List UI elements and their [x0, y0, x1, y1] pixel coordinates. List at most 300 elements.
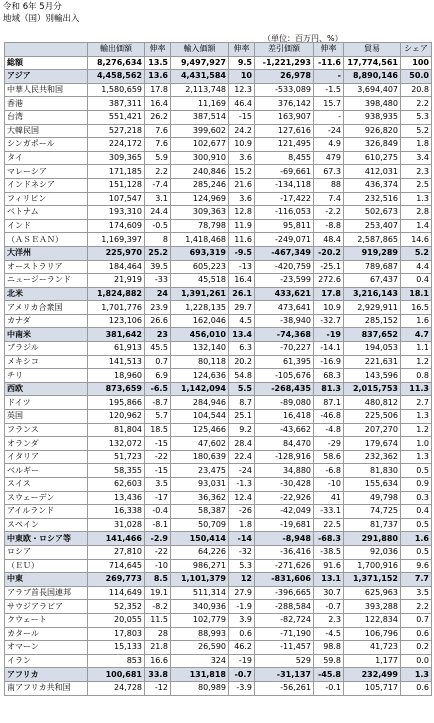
header-import-value[interactable]: 輸入価額: [171, 43, 229, 57]
export-value-cell[interactable]: 527,218: [88, 124, 145, 138]
balance-growth-cell[interactable]: -1.5: [314, 83, 344, 97]
export-growth-cell[interactable]: 0.7: [145, 355, 171, 369]
row-name-cell[interactable]: ベルギー: [5, 464, 88, 478]
balance-growth-cell[interactable]: 10.9: [314, 301, 344, 315]
import-growth-cell[interactable]: -1.9: [229, 600, 255, 614]
export-value-cell[interactable]: 31,028: [88, 518, 145, 532]
import-value-cell[interactable]: 150,414: [171, 532, 229, 546]
trade-cell[interactable]: 81,830: [344, 464, 401, 478]
trade-cell[interactable]: 480,812: [344, 396, 401, 410]
export-value-cell[interactable]: 174,609: [88, 219, 145, 233]
balance-growth-cell[interactable]: -8.8: [314, 219, 344, 233]
share-cell[interactable]: 1.3: [401, 192, 432, 206]
export-growth-cell[interactable]: 16.6: [145, 654, 171, 668]
import-value-cell[interactable]: 26,590: [171, 641, 229, 655]
export-value-cell[interactable]: 16,338: [88, 505, 145, 519]
balance-growth-cell[interactable]: 59.8: [314, 654, 344, 668]
row-name-cell[interactable]: カタール: [5, 627, 88, 641]
import-value-cell[interactable]: 124,636: [171, 369, 229, 383]
row-name-cell[interactable]: アフリカ: [5, 668, 88, 682]
import-value-cell[interactable]: 1,101,379: [171, 573, 229, 587]
balance-growth-cell[interactable]: 98.8: [314, 641, 344, 655]
trade-cell[interactable]: 8,890,146: [344, 70, 401, 84]
row-name-cell[interactable]: 北米: [5, 287, 88, 301]
balance-growth-cell[interactable]: 4.9: [314, 138, 344, 152]
export-value-cell[interactable]: 21,919: [88, 274, 145, 288]
row-name-cell[interactable]: （ＡＳＥＡＮ）: [5, 233, 88, 247]
balance-cell[interactable]: -11,457: [255, 641, 314, 655]
balance-growth-cell[interactable]: -6.8: [314, 464, 344, 478]
import-value-cell[interactable]: 162,046: [171, 314, 229, 328]
row-name-cell[interactable]: マレーシア: [5, 165, 88, 179]
trade-cell[interactable]: 412,031: [344, 165, 401, 179]
balance-cell[interactable]: 433,621: [255, 287, 314, 301]
share-cell[interactable]: 0.0: [401, 654, 432, 668]
trade-cell[interactable]: 1,371,152: [344, 573, 401, 587]
export-value-cell[interactable]: 13,436: [88, 491, 145, 505]
import-value-cell[interactable]: 284,946: [171, 396, 229, 410]
import-growth-cell[interactable]: 13.4: [229, 328, 255, 342]
share-cell[interactable]: 2.2: [401, 97, 432, 111]
share-cell[interactable]: 5.2: [401, 246, 432, 260]
share-cell[interactable]: 1.0: [401, 437, 432, 451]
share-cell[interactable]: 0.3: [401, 491, 432, 505]
share-cell[interactable]: 0.6: [401, 627, 432, 641]
import-value-cell[interactable]: 399,602: [171, 124, 229, 138]
trade-cell[interactable]: 106,796: [344, 627, 401, 641]
balance-cell[interactable]: -82,724: [255, 613, 314, 627]
import-growth-cell[interactable]: 20.2: [229, 355, 255, 369]
export-growth-cell[interactable]: 8.5: [145, 573, 171, 587]
import-value-cell[interactable]: 180,639: [171, 450, 229, 464]
balance-cell[interactable]: 34,880: [255, 464, 314, 478]
row-name-cell[interactable]: スウェーデン: [5, 491, 88, 505]
balance-cell[interactable]: 16,418: [255, 410, 314, 424]
trade-cell[interactable]: 291,880: [344, 532, 401, 546]
import-growth-cell[interactable]: -13: [229, 260, 255, 274]
balance-growth-cell[interactable]: 479: [314, 151, 344, 165]
balance-growth-cell[interactable]: 15.7: [314, 97, 344, 111]
trade-cell[interactable]: 41,723: [344, 641, 401, 655]
row-name-cell[interactable]: 総額: [5, 56, 88, 70]
trade-cell[interactable]: 938,935: [344, 110, 401, 124]
export-value-cell[interactable]: 381,642: [88, 328, 145, 342]
export-growth-cell[interactable]: 39.5: [145, 260, 171, 274]
import-growth-cell[interactable]: 46.4: [229, 97, 255, 111]
row-name-cell[interactable]: 中東欧・ロシア等: [5, 532, 88, 546]
balance-cell[interactable]: -268,435: [255, 382, 314, 396]
balance-growth-cell[interactable]: -0.7: [314, 600, 344, 614]
balance-cell[interactable]: -71,190: [255, 627, 314, 641]
import-value-cell[interactable]: 1,142,094: [171, 382, 229, 396]
export-growth-cell[interactable]: -6.5: [145, 382, 171, 396]
trade-cell[interactable]: 625,963: [344, 586, 401, 600]
export-value-cell[interactable]: 1,169,397: [88, 233, 145, 247]
import-growth-cell[interactable]: 54.8: [229, 369, 255, 383]
share-cell[interactable]: 2.7: [401, 396, 432, 410]
export-value-cell[interactable]: 387,311: [88, 97, 145, 111]
balance-growth-cell[interactable]: -0.1: [314, 681, 344, 695]
import-growth-cell[interactable]: 8.7: [229, 396, 255, 410]
balance-cell[interactable]: -70,227: [255, 342, 314, 356]
import-value-cell[interactable]: 456,010: [171, 328, 229, 342]
export-growth-cell[interactable]: 33.8: [145, 668, 171, 682]
share-cell[interactable]: 1.8: [401, 138, 432, 152]
share-cell[interactable]: 2.2: [401, 600, 432, 614]
trade-cell[interactable]: 837,652: [344, 328, 401, 342]
row-name-cell[interactable]: ロシア: [5, 545, 88, 559]
share-cell[interactable]: 3.4: [401, 151, 432, 165]
row-name-cell[interactable]: オランダ: [5, 437, 88, 451]
balance-cell[interactable]: -831,606: [255, 573, 314, 587]
import-growth-cell[interactable]: 28.4: [229, 437, 255, 451]
trade-cell[interactable]: 179,674: [344, 437, 401, 451]
export-growth-cell[interactable]: -15: [145, 464, 171, 478]
export-value-cell[interactable]: 132,072: [88, 437, 145, 451]
import-value-cell[interactable]: 93,031: [171, 478, 229, 492]
export-value-cell[interactable]: 269,773: [88, 573, 145, 587]
export-growth-cell[interactable]: -17: [145, 491, 171, 505]
share-cell[interactable]: 0.4: [401, 274, 432, 288]
export-value-cell[interactable]: 18,960: [88, 369, 145, 383]
share-cell[interactable]: 0.5: [401, 518, 432, 532]
row-name-cell[interactable]: スペイン: [5, 518, 88, 532]
trade-cell[interactable]: 919,289: [344, 246, 401, 260]
share-cell[interactable]: 1.1: [401, 342, 432, 356]
trade-cell[interactable]: 232,362: [344, 450, 401, 464]
import-growth-cell[interactable]: 5.3: [229, 559, 255, 573]
share-cell[interactable]: 2.5: [401, 178, 432, 192]
balance-cell[interactable]: -89,080: [255, 396, 314, 410]
import-value-cell[interactable]: 693,319: [171, 246, 229, 260]
export-growth-cell[interactable]: 24.4: [145, 206, 171, 220]
import-growth-cell[interactable]: 10: [229, 70, 255, 84]
balance-growth-cell[interactable]: 91.6: [314, 559, 344, 573]
import-value-cell[interactable]: 102,677: [171, 138, 229, 152]
balance-cell[interactable]: 473,641: [255, 301, 314, 315]
balance-growth-cell[interactable]: 30.7: [314, 586, 344, 600]
import-value-cell[interactable]: 11,169: [171, 97, 229, 111]
balance-growth-cell[interactable]: -14.1: [314, 342, 344, 356]
import-value-cell[interactable]: 104,544: [171, 410, 229, 424]
balance-growth-cell[interactable]: -19: [314, 328, 344, 342]
import-growth-cell[interactable]: 29.7: [229, 301, 255, 315]
balance-growth-cell[interactable]: -33.1: [314, 505, 344, 519]
balance-growth-cell[interactable]: 13.1: [314, 573, 344, 587]
import-value-cell[interactable]: 240,846: [171, 165, 229, 179]
import-growth-cell[interactable]: -32: [229, 545, 255, 559]
share-cell[interactable]: 14.6: [401, 233, 432, 247]
export-growth-cell[interactable]: -12: [145, 681, 171, 695]
import-value-cell[interactable]: 23,475: [171, 464, 229, 478]
row-name-cell[interactable]: 大洋州: [5, 246, 88, 260]
trade-cell[interactable]: 2,015,753: [344, 382, 401, 396]
balance-cell[interactable]: -17,422: [255, 192, 314, 206]
balance-cell[interactable]: -38,940: [255, 314, 314, 328]
export-growth-cell[interactable]: -0.5: [145, 219, 171, 233]
share-cell[interactable]: 0.4: [401, 505, 432, 519]
row-name-cell[interactable]: カナダ: [5, 314, 88, 328]
export-value-cell[interactable]: 51,723: [88, 450, 145, 464]
row-name-cell[interactable]: ニュージーランド: [5, 274, 88, 288]
row-name-cell[interactable]: イラン: [5, 654, 88, 668]
export-value-cell[interactable]: 17,803: [88, 627, 145, 641]
balance-growth-cell[interactable]: 22.5: [314, 518, 344, 532]
balance-cell[interactable]: -23,599: [255, 274, 314, 288]
export-value-cell[interactable]: 62,603: [88, 478, 145, 492]
balance-growth-cell[interactable]: -25.1: [314, 260, 344, 274]
row-name-cell[interactable]: サウジアラビア: [5, 600, 88, 614]
row-name-cell[interactable]: ブラジル: [5, 342, 88, 356]
share-cell[interactable]: 0.8: [401, 369, 432, 383]
export-value-cell[interactable]: 873,659: [88, 382, 145, 396]
export-growth-cell[interactable]: -15: [145, 437, 171, 451]
balance-growth-cell[interactable]: -16.9: [314, 355, 344, 369]
trade-cell[interactable]: 49,798: [344, 491, 401, 505]
export-value-cell[interactable]: 107,547: [88, 192, 145, 206]
export-growth-cell[interactable]: 6.9: [145, 369, 171, 383]
trade-cell[interactable]: 207,270: [344, 423, 401, 437]
export-growth-cell[interactable]: 28: [145, 627, 171, 641]
import-value-cell[interactable]: 9,497,927: [171, 56, 229, 70]
import-growth-cell[interactable]: 1.8: [229, 518, 255, 532]
balance-cell[interactable]: -288,584: [255, 600, 314, 614]
import-value-cell[interactable]: 64,226: [171, 545, 229, 559]
import-value-cell[interactable]: 511,314: [171, 586, 229, 600]
row-name-cell[interactable]: オマーン: [5, 641, 88, 655]
header-share[interactable]: シェア: [401, 43, 432, 57]
balance-cell[interactable]: -56,261: [255, 681, 314, 695]
balance-cell[interactable]: -420,759: [255, 260, 314, 274]
row-name-cell[interactable]: タイ: [5, 151, 88, 165]
share-cell[interactable]: 0.6: [401, 681, 432, 695]
import-value-cell[interactable]: 80,118: [171, 355, 229, 369]
balance-cell[interactable]: -134,118: [255, 178, 314, 192]
trade-cell[interactable]: 221,631: [344, 355, 401, 369]
import-growth-cell[interactable]: 9.2: [229, 423, 255, 437]
import-growth-cell[interactable]: -15: [229, 110, 255, 124]
export-growth-cell[interactable]: 13.6: [145, 70, 171, 84]
balance-cell[interactable]: 26,978: [255, 70, 314, 84]
balance-cell[interactable]: -8,948: [255, 532, 314, 546]
trade-cell[interactable]: 326,849: [344, 138, 401, 152]
export-growth-cell[interactable]: -8.1: [145, 518, 171, 532]
export-value-cell[interactable]: 141,513: [88, 355, 145, 369]
balance-growth-cell[interactable]: -46.8: [314, 410, 344, 424]
balance-cell[interactable]: -69,661: [255, 165, 314, 179]
export-growth-cell[interactable]: -0.4: [145, 505, 171, 519]
trade-cell[interactable]: 253,407: [344, 219, 401, 233]
trade-cell[interactable]: 789,687: [344, 260, 401, 274]
balance-growth-cell[interactable]: -4.5: [314, 627, 344, 641]
balance-growth-cell[interactable]: 87.1: [314, 396, 344, 410]
import-value-cell[interactable]: 102,779: [171, 613, 229, 627]
trade-cell[interactable]: 1,177: [344, 654, 401, 668]
import-growth-cell[interactable]: -3.9: [229, 681, 255, 695]
import-value-cell[interactable]: 986,271: [171, 559, 229, 573]
import-growth-cell[interactable]: 46.2: [229, 641, 255, 655]
import-value-cell[interactable]: 324: [171, 654, 229, 668]
balance-cell[interactable]: 376,142: [255, 97, 314, 111]
import-growth-cell[interactable]: 21.6: [229, 178, 255, 192]
row-name-cell[interactable]: アラブ首長国連邦: [5, 586, 88, 600]
import-growth-cell[interactable]: 12.8: [229, 206, 255, 220]
row-name-cell[interactable]: 台湾: [5, 110, 88, 124]
balance-cell[interactable]: -396,665: [255, 586, 314, 600]
import-value-cell[interactable]: 78,798: [171, 219, 229, 233]
trade-cell[interactable]: 194,053: [344, 342, 401, 356]
row-name-cell[interactable]: 中東: [5, 573, 88, 587]
export-value-cell[interactable]: 52,352: [88, 600, 145, 614]
export-value-cell[interactable]: 120,962: [88, 410, 145, 424]
balance-growth-cell[interactable]: 272.6: [314, 274, 344, 288]
trade-cell[interactable]: 232,516: [344, 192, 401, 206]
share-cell[interactable]: 7.7: [401, 573, 432, 587]
import-value-cell[interactable]: 309,363: [171, 206, 229, 220]
import-growth-cell[interactable]: -1.3: [229, 478, 255, 492]
balance-growth-cell[interactable]: -: [314, 70, 344, 84]
trade-cell[interactable]: 436,374: [344, 178, 401, 192]
share-cell[interactable]: 5.3: [401, 110, 432, 124]
export-value-cell[interactable]: 714,645: [88, 559, 145, 573]
import-growth-cell[interactable]: -26: [229, 505, 255, 519]
balance-growth-cell[interactable]: -32.7: [314, 314, 344, 328]
export-value-cell[interactable]: 171,185: [88, 165, 145, 179]
balance-growth-cell[interactable]: 58.6: [314, 450, 344, 464]
share-cell[interactable]: 20.8: [401, 83, 432, 97]
row-name-cell[interactable]: 西欧: [5, 382, 88, 396]
balance-growth-cell[interactable]: -38.5: [314, 545, 344, 559]
balance-growth-cell[interactable]: 41: [314, 491, 344, 505]
export-value-cell[interactable]: 151,128: [88, 178, 145, 192]
balance-cell[interactable]: -271,626: [255, 559, 314, 573]
trade-cell[interactable]: 92,036: [344, 545, 401, 559]
export-growth-cell[interactable]: 19.1: [145, 586, 171, 600]
export-growth-cell[interactable]: 23: [145, 328, 171, 342]
export-growth-cell[interactable]: 23.9: [145, 301, 171, 315]
share-cell[interactable]: 0.9: [401, 478, 432, 492]
trade-cell[interactable]: 502,673: [344, 206, 401, 220]
balance-cell[interactable]: -22,926: [255, 491, 314, 505]
import-value-cell[interactable]: 1,418,468: [171, 233, 229, 247]
export-growth-cell[interactable]: -33: [145, 274, 171, 288]
trade-cell[interactable]: 81,737: [344, 518, 401, 532]
import-growth-cell[interactable]: 12: [229, 573, 255, 587]
export-growth-cell[interactable]: 8: [145, 233, 171, 247]
balance-cell[interactable]: 529: [255, 654, 314, 668]
export-value-cell[interactable]: 225,970: [88, 246, 145, 260]
share-cell[interactable]: 0.2: [401, 641, 432, 655]
export-growth-cell[interactable]: 2.2: [145, 165, 171, 179]
balance-growth-cell[interactable]: -24: [314, 124, 344, 138]
import-growth-cell[interactable]: 3.6: [229, 192, 255, 206]
import-value-cell[interactable]: 1,228,135: [171, 301, 229, 315]
share-cell[interactable]: 1.3: [401, 668, 432, 682]
balance-growth-cell[interactable]: -2.2: [314, 206, 344, 220]
import-growth-cell[interactable]: 3.6: [229, 151, 255, 165]
balance-cell[interactable]: -467,349: [255, 246, 314, 260]
row-name-cell[interactable]: フランス: [5, 423, 88, 437]
export-growth-cell[interactable]: 17.8: [145, 83, 171, 97]
trade-cell[interactable]: 926,820: [344, 124, 401, 138]
export-growth-cell[interactable]: 7.6: [145, 138, 171, 152]
balance-cell[interactable]: 95,811: [255, 219, 314, 233]
header-trade[interactable]: 貿易: [344, 43, 401, 57]
import-growth-cell[interactable]: -14: [229, 532, 255, 546]
import-value-cell[interactable]: 340,936: [171, 600, 229, 614]
import-growth-cell[interactable]: 6.3: [229, 342, 255, 356]
export-growth-cell[interactable]: -10: [145, 559, 171, 573]
export-growth-cell[interactable]: 5.9: [145, 151, 171, 165]
export-value-cell[interactable]: 193,310: [88, 206, 145, 220]
balance-growth-cell[interactable]: 68.3: [314, 369, 344, 383]
balance-cell[interactable]: 121,495: [255, 138, 314, 152]
export-growth-cell[interactable]: 7.6: [145, 124, 171, 138]
import-growth-cell[interactable]: 0.6: [229, 627, 255, 641]
balance-cell[interactable]: -42,049: [255, 505, 314, 519]
trade-cell[interactable]: 17,774,561: [344, 56, 401, 70]
trade-cell[interactable]: 1,700,916: [344, 559, 401, 573]
trade-cell[interactable]: 122,834: [344, 613, 401, 627]
row-name-cell[interactable]: 中南米: [5, 328, 88, 342]
row-name-cell[interactable]: イタリア: [5, 450, 88, 464]
balance-growth-cell[interactable]: 48.4: [314, 233, 344, 247]
export-growth-cell[interactable]: -8.7: [145, 396, 171, 410]
trade-cell[interactable]: 393,288: [344, 600, 401, 614]
share-cell[interactable]: 1.2: [401, 355, 432, 369]
import-growth-cell[interactable]: 26.1: [229, 287, 255, 301]
row-name-cell[interactable]: スイス: [5, 478, 88, 492]
export-growth-cell[interactable]: 3.5: [145, 478, 171, 492]
trade-cell[interactable]: 232,499: [344, 668, 401, 682]
export-value-cell[interactable]: 551,421: [88, 110, 145, 124]
row-name-cell[interactable]: アイルランド: [5, 505, 88, 519]
import-value-cell[interactable]: 36,362: [171, 491, 229, 505]
balance-growth-cell[interactable]: -: [314, 110, 344, 124]
balance-cell[interactable]: 163,907: [255, 110, 314, 124]
row-name-cell[interactable]: チリ: [5, 369, 88, 383]
import-growth-cell[interactable]: -9.5: [229, 246, 255, 260]
import-value-cell[interactable]: 300,910: [171, 151, 229, 165]
balance-cell[interactable]: -249,071: [255, 233, 314, 247]
trade-cell[interactable]: 105,717: [344, 681, 401, 695]
trade-cell[interactable]: 3,216,143: [344, 287, 401, 301]
import-value-cell[interactable]: 132,140: [171, 342, 229, 356]
share-cell[interactable]: 16.5: [401, 301, 432, 315]
balance-cell[interactable]: -43,662: [255, 423, 314, 437]
row-name-cell[interactable]: 香港: [5, 97, 88, 111]
share-cell[interactable]: 1.6: [401, 314, 432, 328]
balance-cell[interactable]: -116,053: [255, 206, 314, 220]
balance-growth-cell[interactable]: -10: [314, 478, 344, 492]
balance-growth-cell[interactable]: -20.2: [314, 246, 344, 260]
balance-cell[interactable]: -1,221,293: [255, 56, 314, 70]
export-value-cell[interactable]: 81,804: [88, 423, 145, 437]
row-name-cell[interactable]: 中華人民共和国: [5, 83, 88, 97]
header-import-growth[interactable]: 伸率: [229, 43, 255, 57]
export-value-cell[interactable]: 27,810: [88, 545, 145, 559]
balance-cell[interactable]: -74,368: [255, 328, 314, 342]
export-growth-cell[interactable]: 24: [145, 287, 171, 301]
balance-cell[interactable]: 8,455: [255, 151, 314, 165]
import-growth-cell[interactable]: 9.5: [229, 56, 255, 70]
import-value-cell[interactable]: 2,113,748: [171, 83, 229, 97]
export-growth-cell[interactable]: -2.9: [145, 532, 171, 546]
import-value-cell[interactable]: 50,709: [171, 518, 229, 532]
row-name-cell[interactable]: インドネシア: [5, 178, 88, 192]
share-cell[interactable]: 5.2: [401, 124, 432, 138]
balance-cell[interactable]: 127,616: [255, 124, 314, 138]
